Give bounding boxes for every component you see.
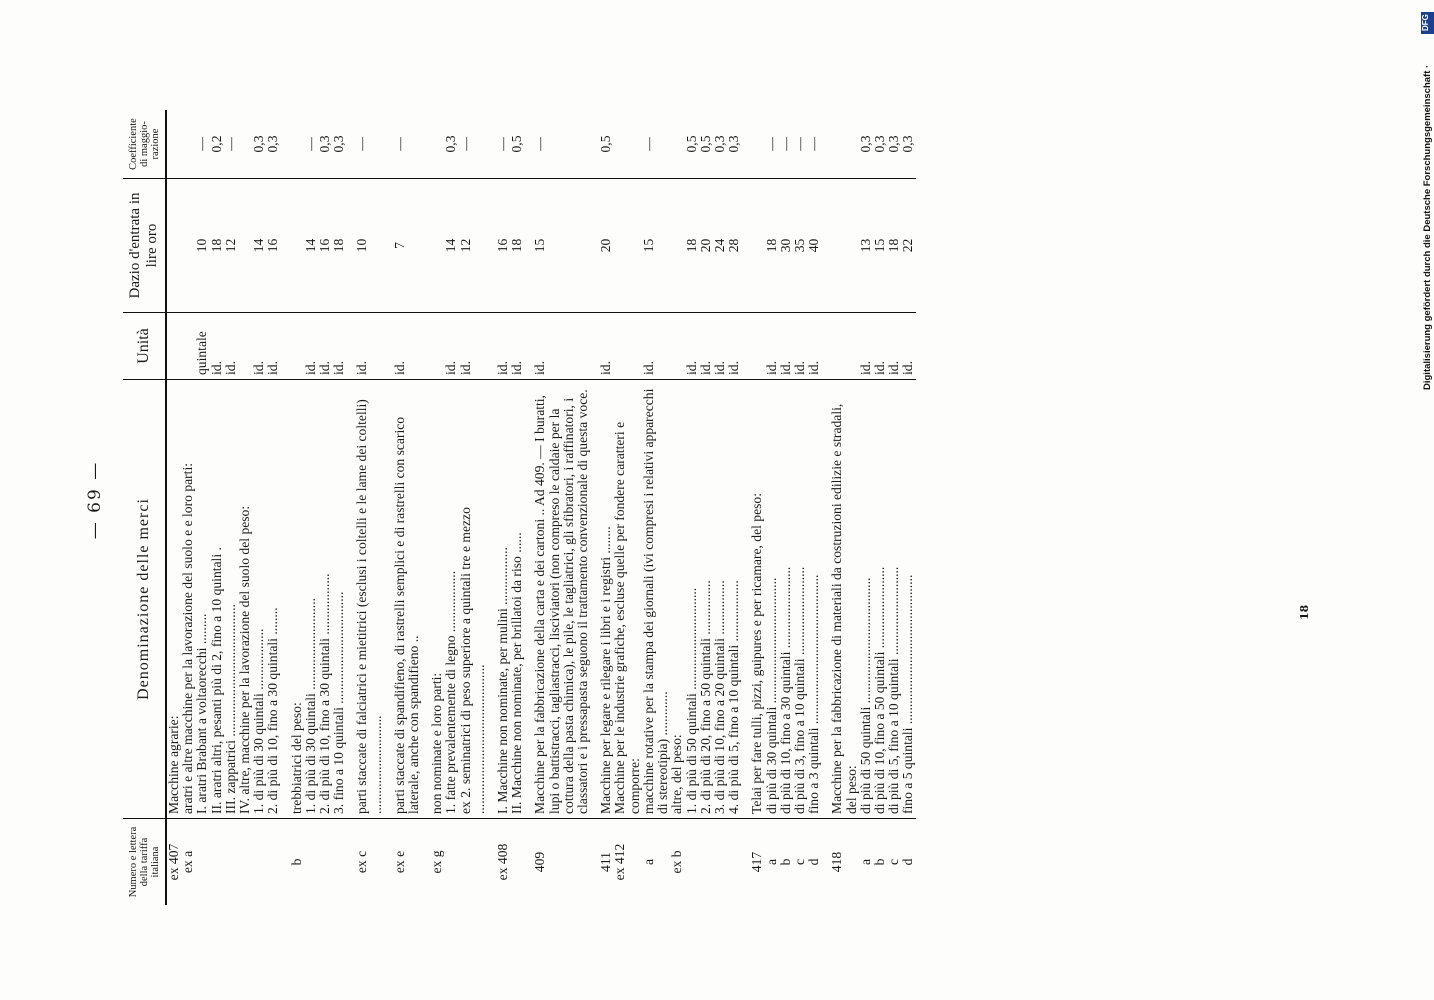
row-coefficient: 0,3 [331, 135, 347, 153]
table-row [873, 110, 887, 905]
table-row [613, 110, 641, 905]
spacer-cell [421, 110, 430, 179]
row-description: I. aratri Brabant a voltaorecchi ......... [195, 380, 209, 819]
row-duty: 12 [459, 179, 487, 313]
row-number: a [765, 819, 779, 906]
table-row [510, 110, 524, 905]
row-duty [750, 179, 764, 313]
row-description: Macchine per la fabbricazione di materiali da costruzioni edilizie e stradali, del peso: [830, 380, 858, 819]
row-duty: 24 [713, 179, 727, 313]
row-unit: id. [685, 313, 699, 380]
row-number [727, 819, 741, 906]
table-row [699, 110, 713, 905]
row-number [713, 819, 727, 906]
table-row [318, 110, 332, 905]
table-row [393, 110, 421, 905]
digitization-credit [1420, 12, 1434, 390]
table-row [793, 110, 807, 905]
table-row [459, 110, 487, 905]
table-row [195, 110, 209, 905]
row-coefficient: 0,3 [265, 135, 281, 153]
row-description: trebbiatrici del peso: [290, 380, 304, 819]
row-number [510, 819, 524, 906]
row-number: 417 [750, 819, 764, 906]
table-row [332, 110, 346, 905]
row-unit [290, 313, 304, 380]
table-row [713, 110, 727, 905]
row-description: Macchine per le industrie grafiche, escluse quelle per fondere caratteri e comporre: [613, 380, 641, 819]
spacer-cell [821, 179, 830, 313]
row-description: parti staccate di spandifieno, di rastrelli semplici e di rastrelli con scarico laterale, anche con spandifieno .. [393, 380, 421, 819]
row-description: 1. fatte prevalentemente di legno .................. [444, 380, 458, 819]
row-number: 409 [533, 819, 590, 906]
row-number [266, 819, 280, 906]
row-description: 3. fino a 10 quintali ................................. [332, 380, 346, 819]
row-coefficient: 0,3 [726, 135, 742, 153]
row-coefficient: — [222, 137, 238, 151]
row-unit: id. [496, 313, 510, 380]
table-row [252, 110, 266, 905]
row-duty: 40 [807, 179, 821, 313]
tariff-table [123, 110, 916, 905]
table-row [304, 110, 318, 905]
row-duty: 16 [266, 179, 280, 313]
row-description: 3. di più di 10, fino a 20 quintali ................ [713, 380, 727, 819]
row-number [224, 819, 238, 906]
header-description: Denominazione delle merci [123, 380, 166, 819]
row-unit: id. [887, 313, 901, 380]
row-description: fino a 3 quintali ............................................ [807, 380, 821, 819]
row-duty [238, 179, 252, 313]
row-unit: id. [210, 313, 224, 380]
row-number: ex b [670, 819, 684, 906]
row-duty: 18 [510, 179, 524, 313]
table-row [210, 110, 224, 905]
row-number: a [642, 819, 670, 906]
row-description: 1. di più di 30 quintali ........................... [304, 380, 318, 819]
row-number: b [779, 819, 793, 906]
row-unit: id. [355, 313, 383, 380]
row-duty: 13 [859, 179, 873, 313]
row-number [195, 819, 209, 906]
row-unit: id. [873, 313, 887, 380]
row-coefficient: — [532, 137, 548, 151]
tariff-rows [166, 110, 916, 905]
header-duty: Dazio d'entrata in lire oro [123, 179, 166, 313]
row-number: b [290, 819, 304, 906]
row-duty: 10 [355, 179, 383, 313]
row-number: ex 407 [166, 819, 181, 906]
row-duty [181, 179, 195, 313]
row-unit: id. [642, 313, 670, 380]
row-coefficient: — [495, 137, 511, 151]
row-duty: 18 [765, 179, 779, 313]
row-description: 1. di più di 30 quintali .................. [252, 380, 266, 819]
row-duty: 14 [444, 179, 458, 313]
row-unit: id. [252, 313, 266, 380]
row-duty [430, 179, 444, 313]
row-unit: id. [304, 313, 318, 380]
row-duty: 18 [210, 179, 224, 313]
row-description: di più di 3, fino a 10 quintali .......................... [793, 380, 807, 819]
row-coefficient [750, 110, 764, 179]
row-number [332, 819, 346, 906]
row-coefficient [166, 110, 181, 179]
row-unit: quintale [195, 313, 209, 380]
row-description: II. Macchine non nominate, per brillatoi da riso ...... [510, 380, 524, 819]
row-description: II. aratri altri, pesanti più di 2, fino a 10 quintali . [210, 380, 224, 819]
row-number: d [901, 819, 915, 906]
row-duty: 18 [887, 179, 901, 313]
row-number: ex e [393, 819, 421, 906]
row-unit: id. [793, 313, 807, 380]
table-row [290, 110, 304, 905]
row-coefficient: — [791, 137, 807, 151]
table-row [901, 110, 915, 905]
spacer-cell [281, 179, 290, 313]
row-number: b [873, 819, 887, 906]
table-row [750, 110, 764, 905]
spacer-cell [421, 313, 430, 380]
row-coefficient: 0,5 [683, 135, 699, 153]
header-unit: Unità [123, 313, 166, 380]
row-coefficient [613, 110, 641, 179]
row-description: fino a 5 quintali ............................................ [901, 380, 915, 819]
table-row [444, 110, 458, 905]
row-coefficient [830, 110, 858, 179]
row-duty: 16 [496, 179, 510, 313]
row-number: c [887, 819, 901, 906]
row-description: Macchine per la fabbricazione della carta e dei cartoni .. Ad 409. — I buratti, lupi o battistracci, tagliastracci, lisciviatori (non compreso le caldaie per la cottura della pasta chimica), le pile, le tagliatrici, gli sfibratori, i raffinatori, i classatori e i pressapasta seguono il trattamento convenzionale di questa voce. [533, 380, 590, 819]
row-unit: id. [393, 313, 421, 380]
row-unit: id. [266, 313, 280, 380]
row-duty [670, 179, 684, 313]
row-coefficient [430, 110, 444, 179]
row-description: 1. di più di 50 quintali .............................. [685, 380, 699, 819]
row-unit: id. [807, 313, 821, 380]
row-number [685, 819, 699, 906]
row-duty: 35 [793, 179, 807, 313]
row-description: III. zappatrici ....................................... [224, 380, 238, 819]
header-number: Numero e lettera della tariffa italiana [123, 819, 166, 906]
row-unit: id. [901, 313, 915, 380]
row-description: macchine rotative per la stampa dei giornali (ivi compresi i relativi apparecchi di stereotipia) ............. [642, 380, 670, 819]
row-duty: 15 [533, 179, 590, 313]
row-duty: 22 [901, 179, 915, 313]
row-number [318, 819, 332, 906]
row-unit: id. [599, 313, 613, 380]
spacer-cell [421, 179, 430, 313]
spacer-cell [741, 313, 750, 380]
row-number [699, 819, 713, 906]
row-description: Macchine agrarie: [166, 380, 181, 819]
table-row [685, 110, 699, 905]
row-unit: id. [332, 313, 346, 380]
table-row [496, 110, 510, 905]
row-duty [290, 179, 304, 313]
row-duty: 14 [252, 179, 266, 313]
row-unit: id. [224, 313, 238, 380]
row-description: di più di 5, fino a 10 quintali .......................... [887, 380, 901, 819]
row-duty: 18 [332, 179, 346, 313]
row-duty: 16 [318, 179, 332, 313]
row-unit: id. [765, 313, 779, 380]
row-duty: 18 [685, 179, 699, 313]
row-number: ex 408 [496, 819, 510, 906]
row-unit: id. [727, 313, 741, 380]
row-coefficient: — [640, 137, 656, 151]
row-unit [830, 313, 858, 380]
row-unit: id. [533, 313, 590, 380]
row-duty [166, 179, 181, 313]
row-coefficient: — [391, 137, 407, 151]
row-coefficient: — [194, 137, 210, 151]
row-coefficient: — [354, 137, 370, 151]
row-unit [750, 313, 764, 380]
row-duty: 15 [873, 179, 887, 313]
row-description: 2. di più di 10, fino a 30 quintali ........ [266, 380, 280, 819]
table-row [859, 110, 873, 905]
spacer-cell [741, 179, 750, 313]
row-duty [613, 179, 641, 313]
row-description: 2. di più di 20, fino a 50 quintali ................ [699, 380, 713, 819]
row-coefficient: 0,3 [857, 135, 873, 153]
table-row [779, 110, 793, 905]
row-unit [166, 313, 181, 380]
row-unit: id. [459, 313, 487, 380]
table-row [807, 110, 821, 905]
row-number [238, 819, 252, 906]
table-row [727, 110, 741, 905]
row-coefficient: 0,5 [509, 135, 525, 153]
row-number: c [793, 819, 807, 906]
row-coefficient: — [302, 137, 318, 151]
table-row [765, 110, 779, 905]
row-coefficient: 0,3 [900, 135, 916, 153]
row-coefficient [670, 110, 684, 179]
row-number: ex 412 [613, 819, 641, 906]
row-coefficient: 0,3 [711, 135, 727, 153]
row-number: a [859, 819, 873, 906]
row-coefficient: 0,3 [443, 135, 459, 153]
row-coefficient: 0,3 [317, 135, 333, 153]
row-duty [830, 179, 858, 313]
rotated-tariff-page [85, 0, 1311, 1000]
row-duty: 30 [779, 179, 793, 313]
row-coefficient: — [806, 137, 822, 151]
row-description: 2. di più di 10, fino a 30 quintali .................. [318, 380, 332, 819]
row-description: Telai per fare tulli, pizzi, guipures e per ricamare, del peso: [750, 380, 764, 819]
row-number [444, 819, 458, 906]
spacer-cell [741, 110, 750, 179]
row-description: aratri e altre macchine per la lavorazione del suolo e e loro parti: [181, 380, 195, 819]
spacer-cell [281, 313, 290, 380]
row-number [252, 819, 266, 906]
row-description: IV. altre, macchine per la lavorazione del suolo del peso: [238, 380, 252, 819]
row-description: 4. di più di 5, fino a 10 quintali .................. [727, 380, 741, 819]
row-duty: 10 [195, 179, 209, 313]
row-coefficient [290, 110, 304, 179]
row-number [304, 819, 318, 906]
table-row [430, 110, 444, 905]
table-row [642, 110, 670, 905]
row-coefficient: — [457, 137, 473, 151]
digitization-note: Digitalisierung gefördert durch die Deutsche Forschungsgemeinschaft · [1422, 64, 1433, 390]
row-duty: 12 [224, 179, 238, 313]
row-description: non nominate e loro parti: [430, 380, 444, 819]
row-coefficient: 0,2 [208, 135, 224, 153]
spacer-cell [821, 110, 830, 179]
table-row [670, 110, 684, 905]
row-number [210, 819, 224, 906]
spacer-cell [821, 313, 830, 380]
footer-number: 18 [1298, 604, 1311, 620]
row-duty: 7 [393, 179, 421, 313]
row-coefficient: 0,5 [697, 135, 713, 153]
table-row [238, 110, 252, 905]
row-description: di più di 10, fino a 30 quintali ........................ [779, 380, 793, 819]
row-unit: id. [318, 313, 332, 380]
row-number: ex c [355, 819, 383, 906]
row-unit [670, 313, 684, 380]
row-number: 411 [599, 819, 613, 906]
row-unit: id. [444, 313, 458, 380]
row-description: di più di 30 quintali ..................................... [765, 380, 779, 819]
row-unit: id. [859, 313, 873, 380]
row-coefficient [238, 110, 252, 179]
row-coefficient: 0,3 [251, 135, 267, 153]
row-coefficient: 0,3 [886, 135, 902, 153]
row-coefficient: — [763, 137, 779, 151]
row-duty: 20 [599, 179, 613, 313]
row-number: 418 [830, 819, 858, 906]
table-row [224, 110, 238, 905]
row-unit: id. [699, 313, 713, 380]
row-unit [613, 313, 641, 380]
table-row [533, 110, 590, 905]
table-row [266, 110, 280, 905]
row-description: I. Macchine non nominate, per mulini ................. [496, 380, 510, 819]
row-coefficient: — [777, 137, 793, 151]
row-description: di più di 10, fino a 50 quintali ........................ [873, 380, 887, 819]
row-coefficient [181, 110, 195, 179]
row-number: ex g [430, 819, 444, 906]
row-number: d [807, 819, 821, 906]
row-number: ex a [181, 819, 195, 906]
row-description: di più di 50 quintali ..................................... [859, 380, 873, 819]
row-number [459, 819, 487, 906]
table-header [123, 110, 166, 905]
row-description: altre, del peso: [670, 380, 684, 819]
row-unit [181, 313, 195, 380]
row-unit [430, 313, 444, 380]
table-row [599, 110, 613, 905]
table-row [166, 110, 181, 905]
row-unit: id. [779, 313, 793, 380]
table-row [830, 110, 858, 905]
table-row [355, 110, 383, 905]
row-description: Macchine per legare e rilegare i libri e i registri ........ [599, 380, 613, 819]
row-duty: 14 [304, 179, 318, 313]
table-row [181, 110, 195, 905]
row-duty: 20 [699, 179, 713, 313]
row-coefficient: 0,5 [598, 135, 614, 153]
row-description: ex 2. seminatrici di peso superiore a quintali tre e mezzo ............................................ [459, 380, 487, 819]
header-coefficient: Coefficiente di maggio-razione [123, 110, 166, 179]
row-unit: id. [510, 313, 524, 380]
row-duty: 15 [642, 179, 670, 313]
page-number: — 69 — [85, 460, 105, 540]
row-duty: 28 [727, 179, 741, 313]
dfg-logo: DFG [1421, 12, 1434, 34]
row-description: parti staccate di falciatrici e mietitrici (esclusi i coltelli e le lame dei coltelli) ............................. [355, 380, 383, 819]
row-unit: id. [713, 313, 727, 380]
row-coefficient: 0,3 [871, 135, 887, 153]
table-row [887, 110, 901, 905]
row-unit [238, 313, 252, 380]
spacer-cell [281, 110, 290, 179]
